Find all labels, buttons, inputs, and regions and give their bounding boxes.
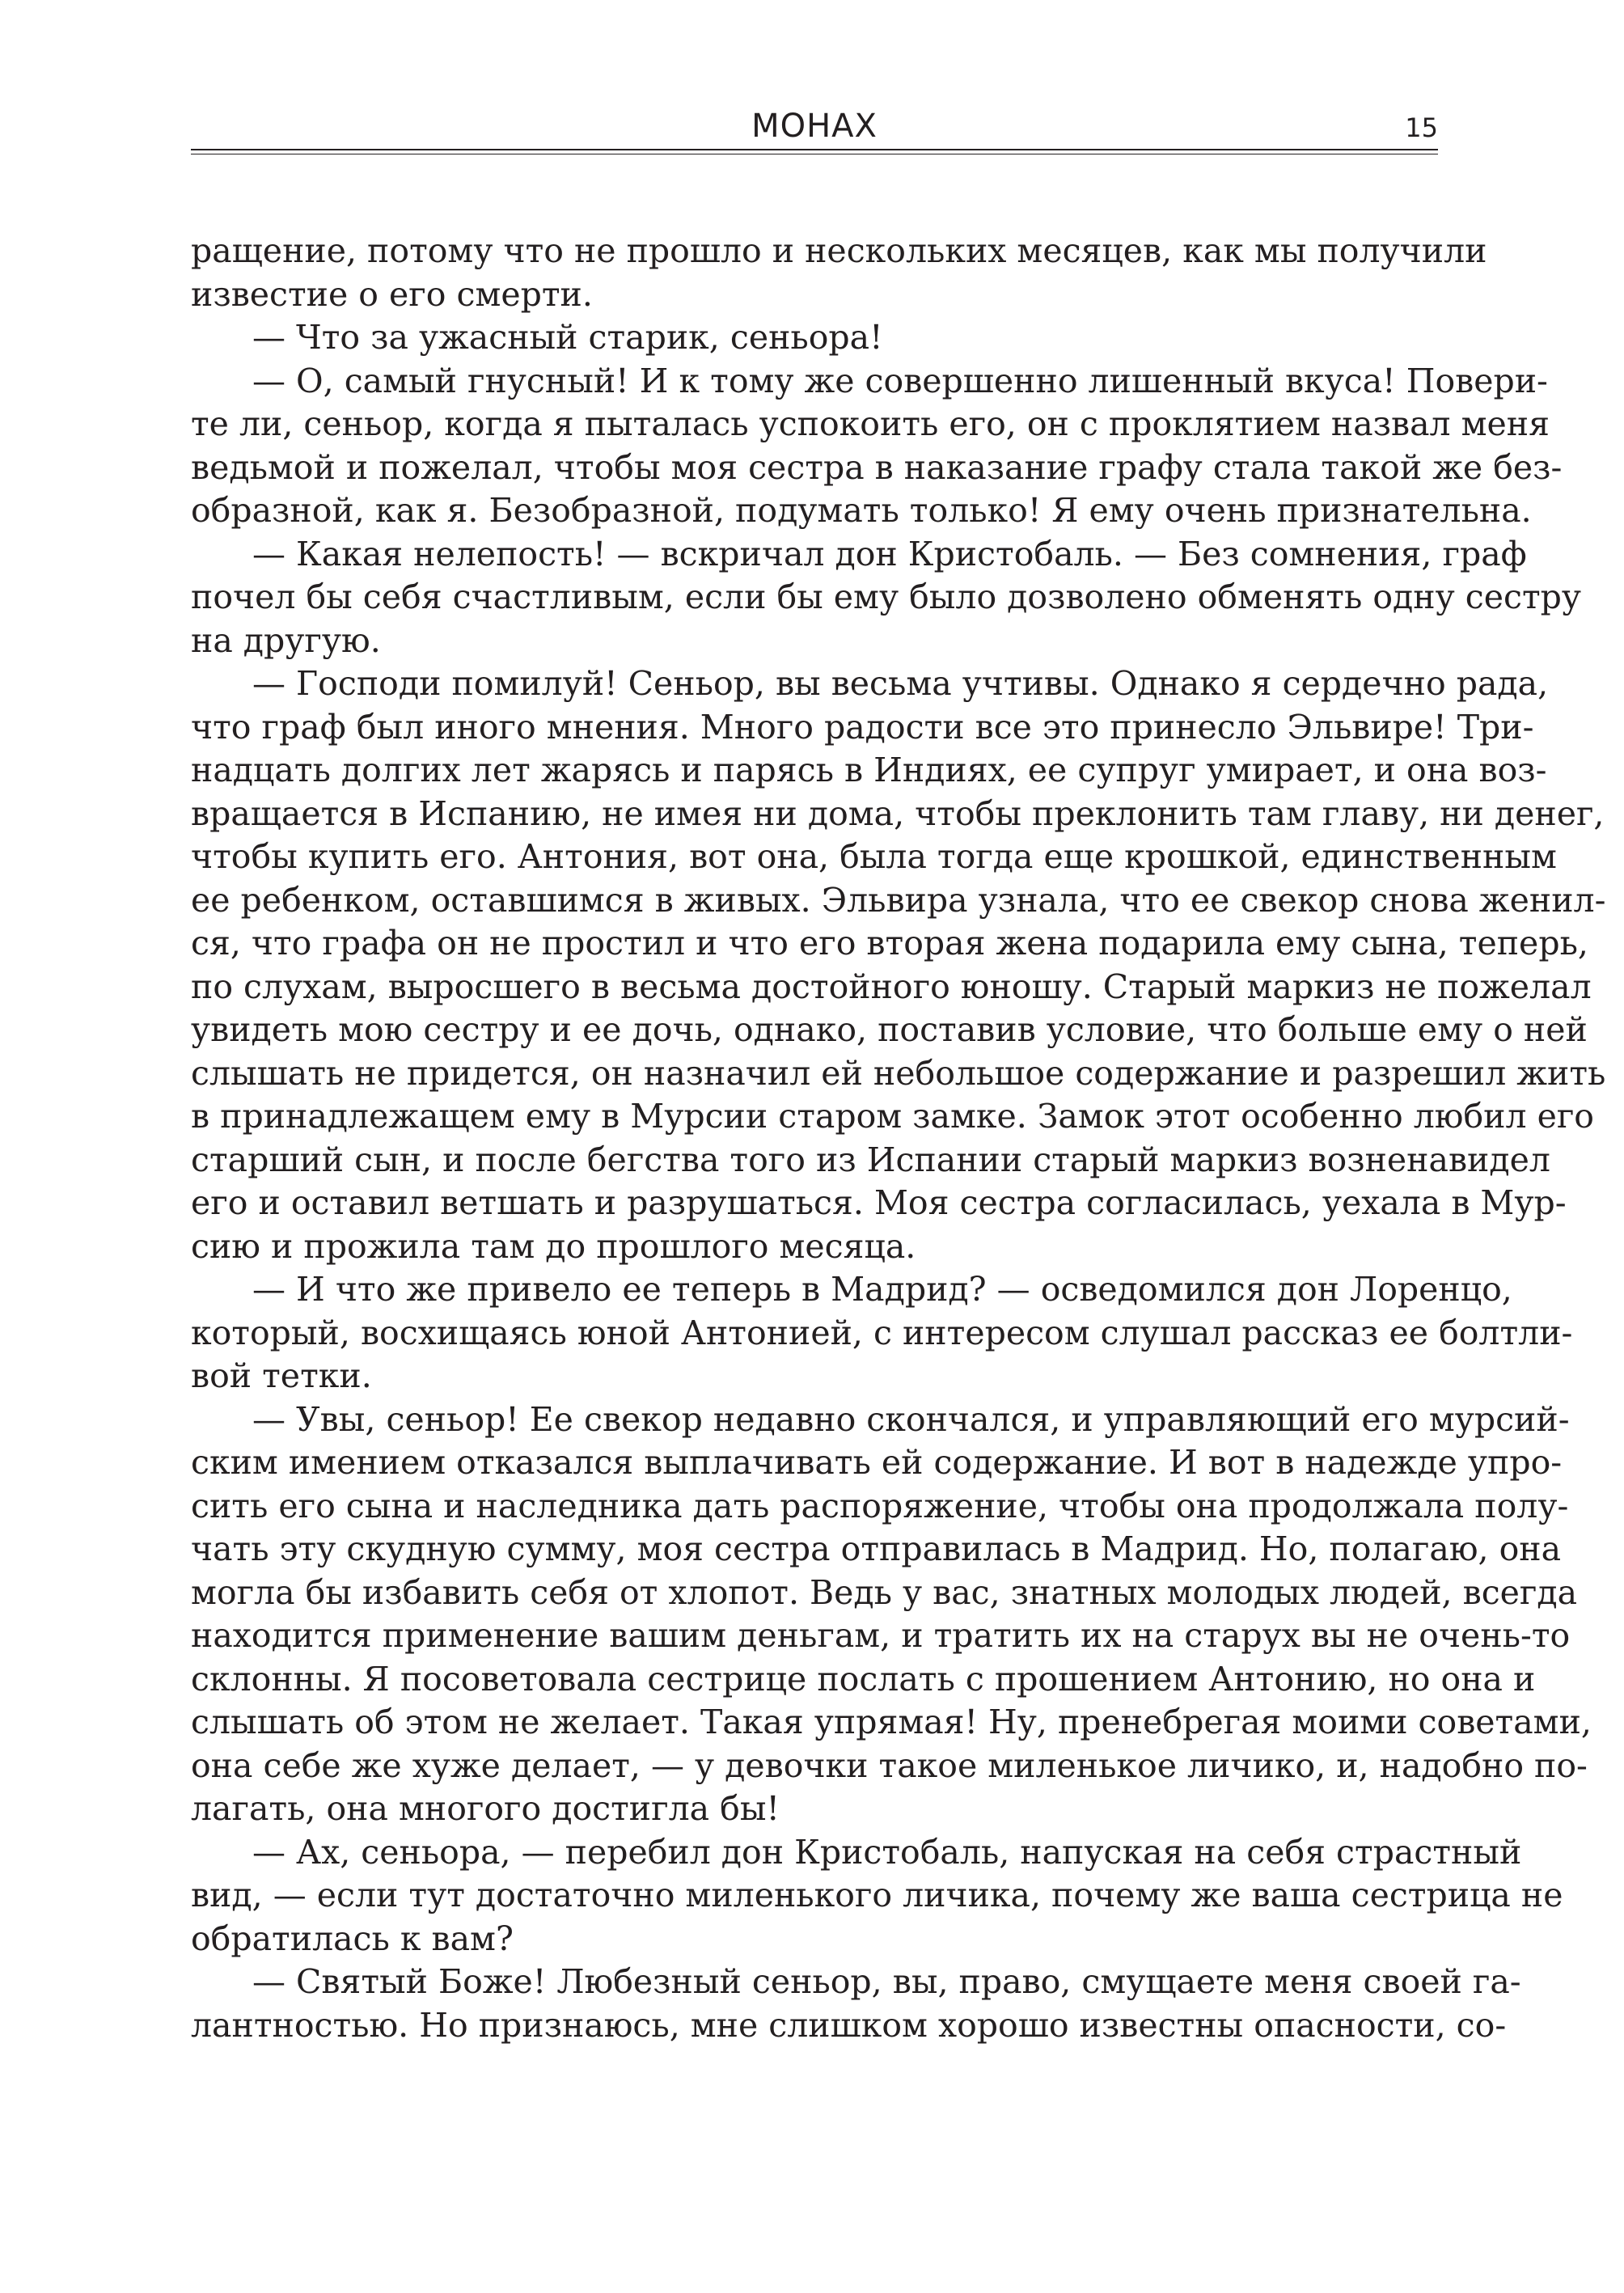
text-line: слышать не придется, он назначил ей небольшое содержание и разрешил жить xyxy=(191,1053,1606,1093)
body-text xyxy=(191,230,1606,2047)
text-line: — И что же привело ее теперь в Мадрид? — осведомился дон Лоренцо, xyxy=(252,1270,1512,1309)
text-line: увидеть мою сестру и ее дочь, однако, поставив условие, что больше ему о ней xyxy=(191,1010,1588,1049)
text-line: обратилась к вам? xyxy=(191,1919,514,1958)
text-line: образной, как я. Безобразной, подумать только! Я ему очень признательна. xyxy=(191,491,1532,530)
header-rule xyxy=(191,149,1438,150)
text-line: лантностью. Но признаюсь, мне слишком хорошо известны опасности, со- xyxy=(191,2005,1507,2045)
text-line: известие о его смерти. xyxy=(191,274,593,314)
text-line: — Увы, сеньор! Ее свекор недавно скончался, и управляющий его мурсий- xyxy=(252,1399,1570,1439)
text-line: слышать об этом не желает. Такая упрямая! Ну, пренебрегая моими советами, xyxy=(191,1703,1592,1741)
text-line: почел бы себя счастливым, если бы ему было дозволено обменять одну сестру xyxy=(191,577,1581,616)
text-line: надцать долгих лет жарясь и парясь в Индиях, ее супруг умирает, и она воз- xyxy=(191,751,1547,789)
page-number: 15 xyxy=(1405,112,1438,143)
text-line: сить его сына и наследника дать распоряжение, чтобы она продолжала полу- xyxy=(191,1486,1569,1525)
text-line: на другую. xyxy=(191,620,381,660)
text-line: — Какая нелепость! — вскричал дон Кристобаль. — Без сомнения, граф xyxy=(252,534,1527,573)
running-title: МОНАХ xyxy=(751,108,878,145)
text-line: что граф был иного мнения. Много радости все это принесло Эльвире! Три- xyxy=(191,707,1534,747)
text-line: ским имением отказался выплачивать ей содержание. И вот в надежде упро- xyxy=(191,1443,1563,1482)
page-header xyxy=(191,104,1438,152)
text-line: его и оставил ветшать и разрушаться. Моя сестра согласилась, уехала в Мур- xyxy=(191,1183,1567,1222)
text-line: старший сын, и после бегства того из Испании старый маркиз возненавидел xyxy=(191,1140,1550,1179)
text-line: который, восхищаясь юной Антонией, с интересом слушал рассказ ее болтли- xyxy=(191,1313,1573,1352)
text-line: находится применение вашим деньгам, и тратить их на старух вы не очень-то xyxy=(191,1616,1571,1655)
text-line: склонны. Я посоветовала сестрице послать с прошением Антонию, но она и xyxy=(191,1659,1536,1699)
text-line: в принадлежащем ему в Мурсии старом замке. Замок этот особенно любил его xyxy=(191,1097,1594,1136)
text-line: сию и прожила там до прошлого месяца. xyxy=(191,1226,916,1266)
text-line: — Ах, сеньора, — перебил дон Кристобаль, напуская на себя страстный xyxy=(252,1832,1522,1872)
text-line: вой тетки. xyxy=(191,1356,372,1395)
text-line: — Господи помилуй! Сеньор, вы весьма учтивы. Однако я сердечно рада, xyxy=(252,664,1549,703)
text-line: вид, — если тут достаточно миленького личика, почему же ваша сестрица не xyxy=(191,1876,1563,1914)
text-line: ее ребенком, оставшимся в живых. Эльвира узнала, что ее свекор снова женил- xyxy=(191,880,1606,920)
text-line: лагать, она многого достигла бы! xyxy=(191,1789,780,1828)
text-line: она себе же хуже делает, — у девочки такое миленькое личико, и, надобно по- xyxy=(191,1745,1588,1785)
text-line: те ли, сеньор, когда я пыталась успокоить его, он с проклятием назвал меня xyxy=(191,404,1550,443)
text-line: вращается в Испанию, не имея ни дома, чтобы преклонить там главу, ни денег, xyxy=(191,793,1605,833)
text-line: ращение, потому что не прошло и нескольких месяцев, как мы получили xyxy=(191,231,1487,270)
text-line: чтобы купить его. Антония, вот она, была тогда еще крошкой, единственным xyxy=(191,837,1557,876)
text-line: ся, что графа он не простил и что его вторая жена подарила ему сына, теперь, xyxy=(191,924,1588,962)
text-line: — О, самый гнусный! И к тому же совершенно лишенный вкуса! Повери- xyxy=(252,361,1548,400)
text-line: — Что за ужасный старик, сеньора! xyxy=(252,318,883,357)
text-line: ведьмой и пожелал, чтобы моя сестра в наказание графу стала такой же без- xyxy=(191,447,1563,487)
text-line: могла бы избавить себя от хлопот. Ведь у вас, знатных молодых людей, всегда xyxy=(191,1572,1578,1612)
text-line: по слухам, выросшего в весьма достойного юношу. Старый маркиз не пожелал xyxy=(191,967,1592,1006)
text-line: чать эту скудную сумму, моя сестра отправилась в Мадрид. Но, полагаю, она xyxy=(191,1529,1562,1568)
text-line: — Святый Боже! Любезный сеньор, вы, право, смущаете меня своей га- xyxy=(252,1962,1521,2001)
